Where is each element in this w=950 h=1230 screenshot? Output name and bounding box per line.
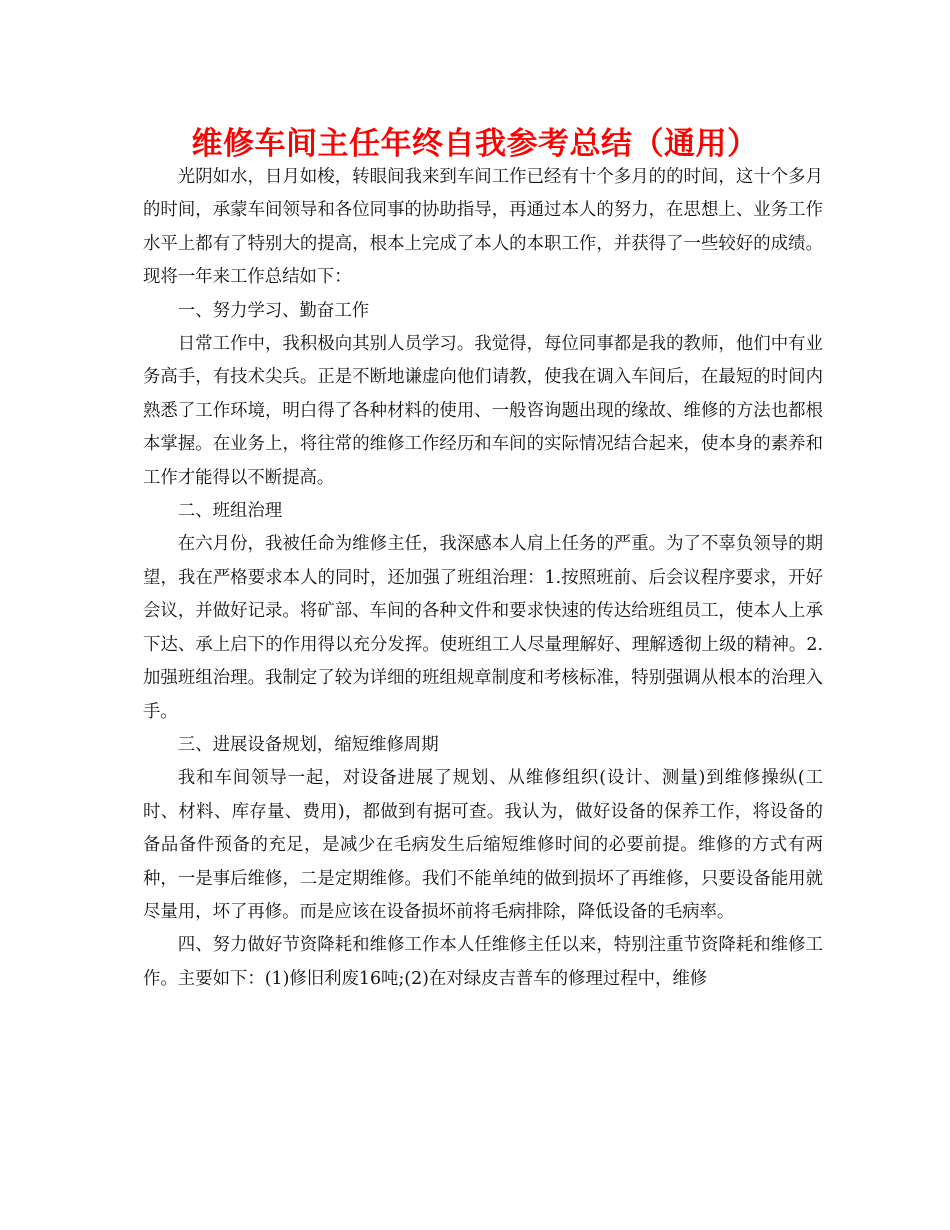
- paragraph-intro: 光阴如水，日月如梭，转眼间我来到车间工作已经有十个多月的的时间，这十个多月的时间，承蒙车间领导和各位同事的协助指导，再通过本人的努力，在思想上、业务工作水平上都有了特别大的提高，根本上完成了本人的本职工作，并获得了一些较好的成绩。现将一年来工作总结如下：: [143, 167, 823, 288]
- paragraph-section-1: 日常工作中，我积极向其别人员学习。我觉得，每位同事都是我的教师，他们中有业务高手，有技术尖兵。正是不断地谦虚向他们请教，使我在调入车间后，在最短的时间内熟悉了工作环境，明白得了各种材料的使用、一般咨询题出现的缘故、维修的方法也都根本掌握。在业务上，将往常的维修工作经历和车间的实际情况结合起来，使本身的素养和工作才能得以不断提高。: [143, 334, 823, 488]
- section-heading-2: 二、班组治理: [177, 501, 283, 522]
- paragraph-section-4: 四、努力做好节资降耗和维修工作本人任维修主任以来，特别注重节资降耗和维修工作。主要如下：(1)修旧利废16吨;(2)在对绿皮吉普车的修理过程中，维修: [143, 935, 823, 989]
- document-title: 维修车间主任年终自我参考总结（通用）: [191, 126, 759, 162]
- paragraph-section-2: 在六月份，我被任命为维修主任，我深感本人肩上任务的严重。为了不辜负领导的期望，我在严格要求本人的同时，还加强了班组治理：1.按照班前、后会议程序要求，开好会议，并做好记录。将矿部、车间的各种文件和要求快速的传达给班组员工，使本人上承下达、承上启下的作用得以充分发挥。使班组工人尽量理解好、理解透彻上级的精神。2.加强班组治理。我制定了较为详细的班组规章制度和考核标准，特别强调从根本的治理入手。: [143, 534, 823, 722]
- paragraph-section-3: 我和车间领导一起，对设备进展了规划、从维修组织(设计、测量)到维修操纵(工时、材料、库存量、费用)，都做到有据可查。我认为，做好设备的保养工作，将设备的备品备件预备的充足，是减少在毛病发生后缩短维修时间的必要前提。维修的方式有两种，一是事后维修，二是定期维修。我们不能单纯的做到损坏了再维修，只要设备能用就尽量用，坏了再修。而是应该在设备损坏前将毛病排除，降低设备的毛病率。: [143, 768, 823, 922]
- section-heading-3: 三、进展设备规划，缩短维修周期: [177, 734, 439, 755]
- document-body: [143, 161, 823, 996]
- section-heading-1: 一、努力学习、勤奋工作: [177, 300, 370, 321]
